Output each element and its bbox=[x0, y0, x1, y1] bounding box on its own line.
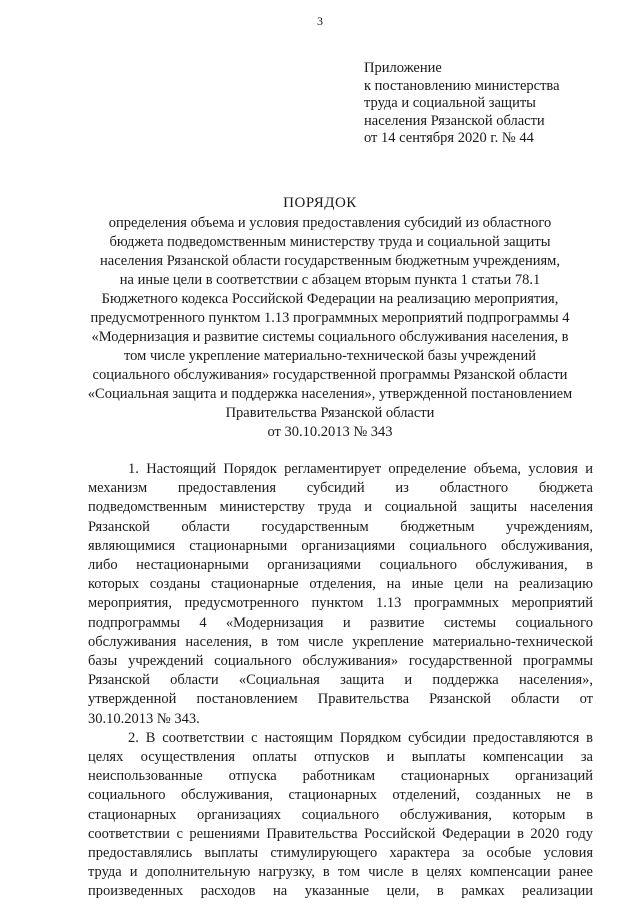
paragraph-line: 1. Настоящий Порядок регламентирует определение объема, условия и bbox=[128, 461, 593, 477]
paragraph-line: утвержденной постановлением Правительства Рязанской области от bbox=[88, 691, 593, 708]
document-body bbox=[88, 460, 593, 902]
appendix-line: труда и социальной защиты bbox=[364, 95, 536, 111]
paragraph-line: базы учреждений социального обслуживания» государственной программы bbox=[88, 653, 593, 670]
page-number: 3 bbox=[317, 14, 323, 28]
subtitle-line: бюджета подведомственным министерству труда и социальной защиты bbox=[109, 234, 551, 250]
subtitle-line: на иные цели в соответствии с абзацем вторым пункта 1 статьи 78.1 bbox=[119, 272, 541, 288]
paragraph-line: подведомственным министерству труда и социальной защиты населения bbox=[88, 499, 593, 516]
paragraph-line: Рязанской области «Социальная защита и поддержка населения», bbox=[88, 672, 593, 689]
paragraph-line: произведенных расходов на указанные цели, в рамках реализации bbox=[88, 883, 593, 900]
subtitle-line: том числе укрепление материально-технической базы учреждений bbox=[124, 348, 536, 364]
subtitle-line: «Модернизация и развитие системы социального обслуживания населения, в bbox=[91, 329, 569, 345]
paragraph-line: являющимися стационарными организациями социального обслуживания, bbox=[88, 537, 593, 554]
subtitle-line: предусмотренного пунктом 1.13 программных мероприятий подпрограммы 4 bbox=[90, 310, 570, 326]
subtitle-line: «Социальная защита и поддержка населения», утвержденной постановлением bbox=[87, 386, 573, 402]
subtitle-line: от 30.10.2013 № 343 bbox=[267, 424, 393, 440]
paragraph-line: Рязанской области государственным бюджетным учреждениям, bbox=[88, 518, 593, 535]
paragraph-line: 30.10.2013 № 343. bbox=[88, 710, 200, 727]
paragraph-line: либо нестационарными организациями социального обслуживания, в bbox=[88, 557, 593, 574]
paragraph-line: целях осуществления оплаты отпусков и выплаты компенсации за bbox=[88, 749, 593, 766]
appendix-line: населения Рязанской области bbox=[364, 112, 545, 129]
paragraph-line: обслуживания населения, в том числе укрепление материально-технической bbox=[88, 633, 593, 650]
appendix-line: к постановлению министерства bbox=[364, 77, 560, 94]
paragraph-line: стационарных организациях социального обслуживания, которым в bbox=[88, 806, 593, 823]
document-subtitle bbox=[60, 214, 600, 442]
appendix-block bbox=[364, 60, 624, 148]
paragraph-line: неиспользованные отпуска работникам стационарных организаций bbox=[88, 768, 593, 785]
paragraph-1 bbox=[88, 460, 593, 729]
paragraph-line: соответствии с решениями Правительства Российской Федерации в 2020 году bbox=[88, 825, 593, 842]
subtitle-line: Правительства Рязанской области bbox=[225, 405, 435, 421]
paragraph-line: труда и дополнительную нагрузку, в том числе в целях компенсации ранее bbox=[88, 864, 593, 881]
appendix-line: Приложение bbox=[364, 60, 442, 76]
subtitle-line: населения Рязанской области государственным бюджетным учреждениям, bbox=[100, 253, 560, 269]
paragraph-line: мероприятия, предусмотренного пунктом 1.13 программных мероприятий bbox=[88, 595, 593, 612]
paragraph-line: 2. В соответствии с настоящим Порядком субсидии предоставляются в bbox=[128, 729, 593, 746]
subtitle-line: определения объема и условия предоставления субсидий из областного bbox=[108, 215, 552, 231]
subtitle-line: Бюджетного кодекса Российской Федерации на реализацию мероприятия, bbox=[101, 291, 559, 307]
paragraph-line: предоставлялись выплаты стимулирующего характера за особые условия bbox=[88, 845, 593, 862]
document-title: ПОРЯДОК bbox=[283, 195, 357, 211]
paragraph-line: которых созданы стационарные отделения, на иные цели на реализацию bbox=[88, 576, 593, 593]
paragraph-line: механизм предоставления субсидий из областного бюджета bbox=[88, 480, 593, 497]
subtitle-line: социального обслуживания» государственной программы Рязанской области bbox=[92, 367, 568, 383]
paragraph-line: подпрограммы 4 «Модернизация и развитие системы социального bbox=[88, 614, 593, 631]
paragraph-line: социального обслуживания, стационарных отделений, созданных не в bbox=[88, 787, 593, 804]
appendix-line: от 14 сентября 2020 г. № 44 bbox=[364, 130, 534, 146]
paragraph-2 bbox=[88, 729, 593, 902]
